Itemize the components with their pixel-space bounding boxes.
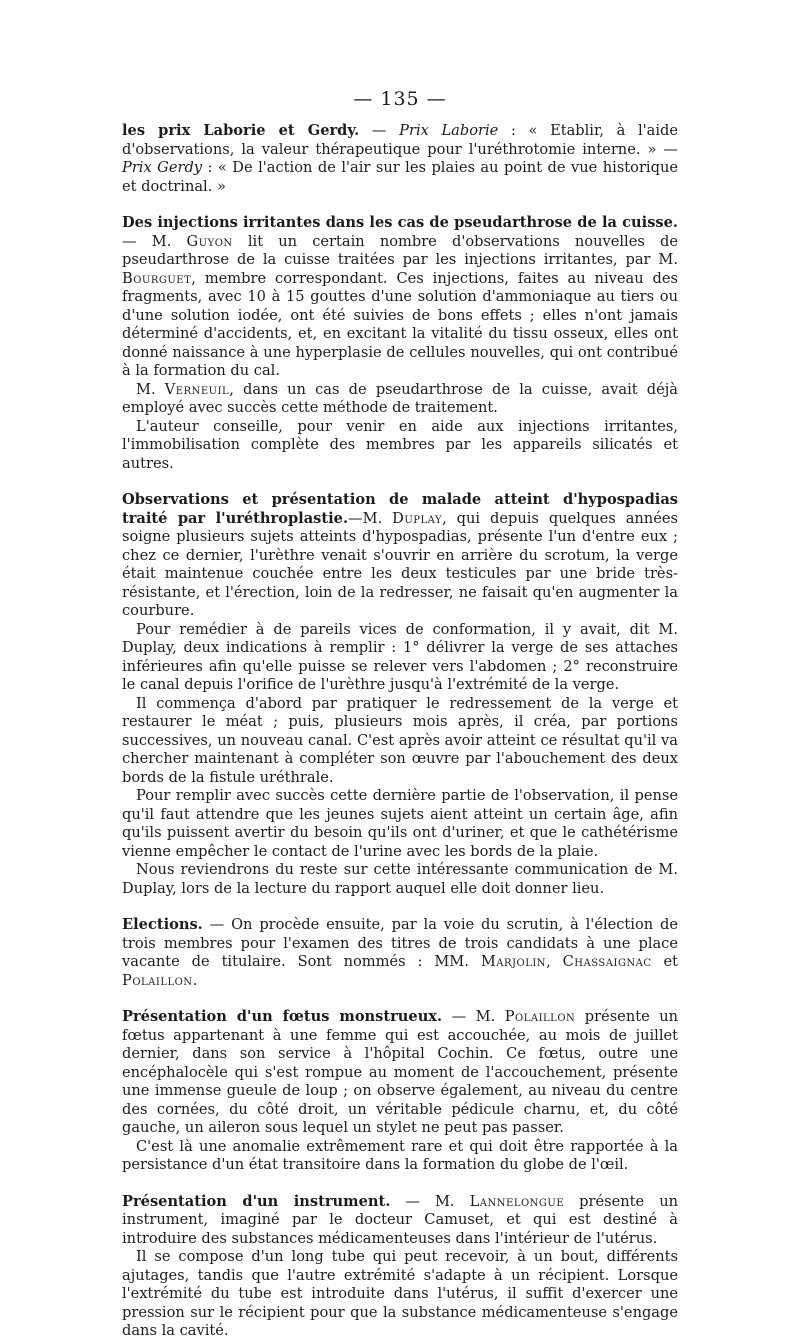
text-run: —M. — [348, 509, 393, 527]
italic-text: Prix Gerdy — [122, 159, 203, 176]
text-run: M. — [136, 380, 165, 398]
text-run: , — [546, 953, 563, 970]
page-number: — 135 — — [353, 88, 447, 110]
section-instrument — [122, 1193, 678, 1341]
text-run: Il se compose d'un long tube qui peut recevoir, à un bout, différents ajutages, tandis que l'autre extrémité s'adapte à un récipient. Lorsque l'extrémité du tube est introduite dans l'utérus, il suffit d'exercer une pression sur le récipient pour que la substance médicamenteuse s'engage dans la cavité. — [122, 1248, 678, 1339]
text-run: Nous reviendrons du reste sur cette intéressante communication de M. Duplay, lors de la lecture du rapport auquel elle doit donner lieu. — [122, 861, 678, 897]
person-name: Guyon — [186, 232, 233, 250]
text-run: présente un fœtus appartenant à une femme qui est accouchée, au mois de juillet dernier, dans son service à l'hôpital Cochin. Ce fœtus, outre une encéphalocèle qui s'est rompue au moment de l'accouchement, présente une immense gueule de loup ; on observe également, au niveau du centre des cornées, du côté droit, un véritable pédicule charnu, et, du côté gauche, un aileron sous lequel un stylet ne peut pas passer. — [122, 1008, 678, 1136]
text-run: Pour remédier à de pareils vices de conformation, il y avait, dit M. Duplay, deux indications à remplir : 1° délivrer la verge de ses attaches inférieures afin qu'elle puisse se relever vers l'abdomen ; 2° reconstruire le canal depuis l'orifice de l'urèthre jusqu'à l'extrémité de la verge. — [122, 620, 678, 693]
text-run: et — [651, 953, 678, 970]
text-run: : « De l'action de l'air sur les plaies au point de vue historique et doctrinal. » — [122, 159, 678, 195]
text-run: — — [359, 122, 400, 139]
paragraph — [122, 1138, 678, 1175]
person-name: Verneuil — [164, 380, 230, 398]
section-heading: Présentation d'un fœtus monstrueux. — [122, 1008, 443, 1025]
text-run: présente un instrument, imaginé par le docteur Camuset, et qui est destiné à introduire des substances médicamenteuses dans l'intérieur de l'utérus. — [122, 1192, 678, 1247]
section-heading: Des injections irritantes dans les cas de pseudarthrose de la cuisse. — [122, 214, 678, 231]
person-name: Polaillon — [122, 971, 193, 989]
text-run: L'auteur conseille, pour venir en aide aux injections irritantes, l'immobilisation complète des membres par les appareils silicatés et autres. — [122, 417, 678, 472]
paragraph — [122, 214, 678, 381]
text-run: , membre correspondant. Ces injections, faites au niveau des fragments, avec 10 à 15 gouttes d'une solution d'ammoniaque au tiers ou d'une solution iodée, ont été suivies de bons effets ; elles n'ont jamais déterminé d'accidents, et, en excitant la vitalité du tissu osseux, elles ont donné naissance à une hyperplasie de cellules nouvelles, qui ont contribué à la formation du cal. — [122, 269, 678, 379]
person-name: Bourguet — [122, 269, 192, 287]
section-prix — [122, 122, 678, 196]
section-foetus — [122, 1008, 678, 1175]
paragraph — [122, 491, 678, 621]
italic-text: Prix Laborie — [399, 122, 499, 139]
document-body — [122, 122, 678, 1341]
paragraph — [122, 861, 678, 898]
paragraph — [122, 418, 678, 474]
person-name: Duplay — [392, 509, 443, 527]
section-hypospadias — [122, 491, 678, 898]
paragraph — [122, 621, 678, 695]
text-run: . — [192, 971, 198, 989]
text-run: — M. — [390, 1192, 470, 1210]
paragraph — [122, 916, 678, 990]
text-run: — On procède ensuite, par la voie du scrutin, à l'élection de trois membres pour l'examen des titres de trois candidats à une place vacante de titulaire. Sont nommés : MM. — [122, 916, 678, 970]
section-injections — [122, 214, 678, 473]
section-elections — [122, 916, 678, 990]
text-run: — M. — [442, 1008, 505, 1025]
paragraph — [122, 122, 678, 196]
text-run: — M. — [122, 232, 187, 250]
text-run: , qui depuis quelques années soigne plusieurs sujets atteints d'hypospadias, présente l'un d'entre eux ; chez ce dernier, l'urèthre venait s'ouvrir en arrière du scrotum, la verge était maintenue couchée entre les deux testicules par une bride très-résistante, et l'érection, loin de la redresser, ne faisait qu'en augmenter la courbure. — [122, 509, 678, 619]
text-run: : « Etablir, à l'aide d'observations, la valeur thérapeutique pour l'uréthrotomie interne. » — — [122, 122, 678, 158]
section-heading: Observations et présentation de malade atteint d'hypospadias traité par l'uréthroplastie. — [122, 491, 678, 527]
paragraph — [122, 381, 678, 418]
person-name: Lannelongue — [469, 1192, 565, 1210]
text-run: lit un certain nombre d'observations nouvelles de pseudarthrose de la cuisse traitées par les injections irritantes, par M. — [122, 232, 678, 268]
paragraph — [122, 695, 678, 788]
text-run: Il commença d'abord par pratiquer le redressement de la verge et restaurer le méat ; puis, plusieurs mois après, il créa, par portions successives, un nouveau canal. C'est après avoir atteint ce résultat qu'il va chercher maintenant à compléter son œuvre par l'abouchement des deux bords de la fistule uréthrale. — [122, 694, 678, 786]
text-run: , dans un cas de pseudarthrose de la cuisse, avait déjà employé avec succès cette méthode de traitement. — [122, 380, 678, 416]
text-run: Pour remplir avec succès cette dernière partie de l'observation, il pense qu'il faut attendre que les jeunes sujets aient atteint un certain âge, afin qu'ils puissent avertir du besoin qu'ils ont d'uriner, et que le cathétérisme vienne empêcher le contact de l'urine avec les bords de la plaie. — [122, 787, 678, 860]
paragraph — [122, 787, 678, 861]
section-heading: Elections. — [122, 916, 203, 933]
text-run: C'est là une anomalie extrêmement rare et qui doit être rapportée à la persistance d'un état transitoire dans la formation du globe de l'œil. — [122, 1137, 678, 1173]
section-heading: les prix Laborie et Gerdy. — [122, 122, 360, 139]
paragraph — [122, 1193, 678, 1249]
person-name: Polaillon — [504, 1008, 576, 1025]
person-name: Chassaignac — [562, 953, 652, 970]
section-heading: Présentation d'un instrument. — [122, 1192, 391, 1210]
paragraph — [122, 1008, 678, 1138]
person-name: Marjolin — [480, 953, 547, 970]
